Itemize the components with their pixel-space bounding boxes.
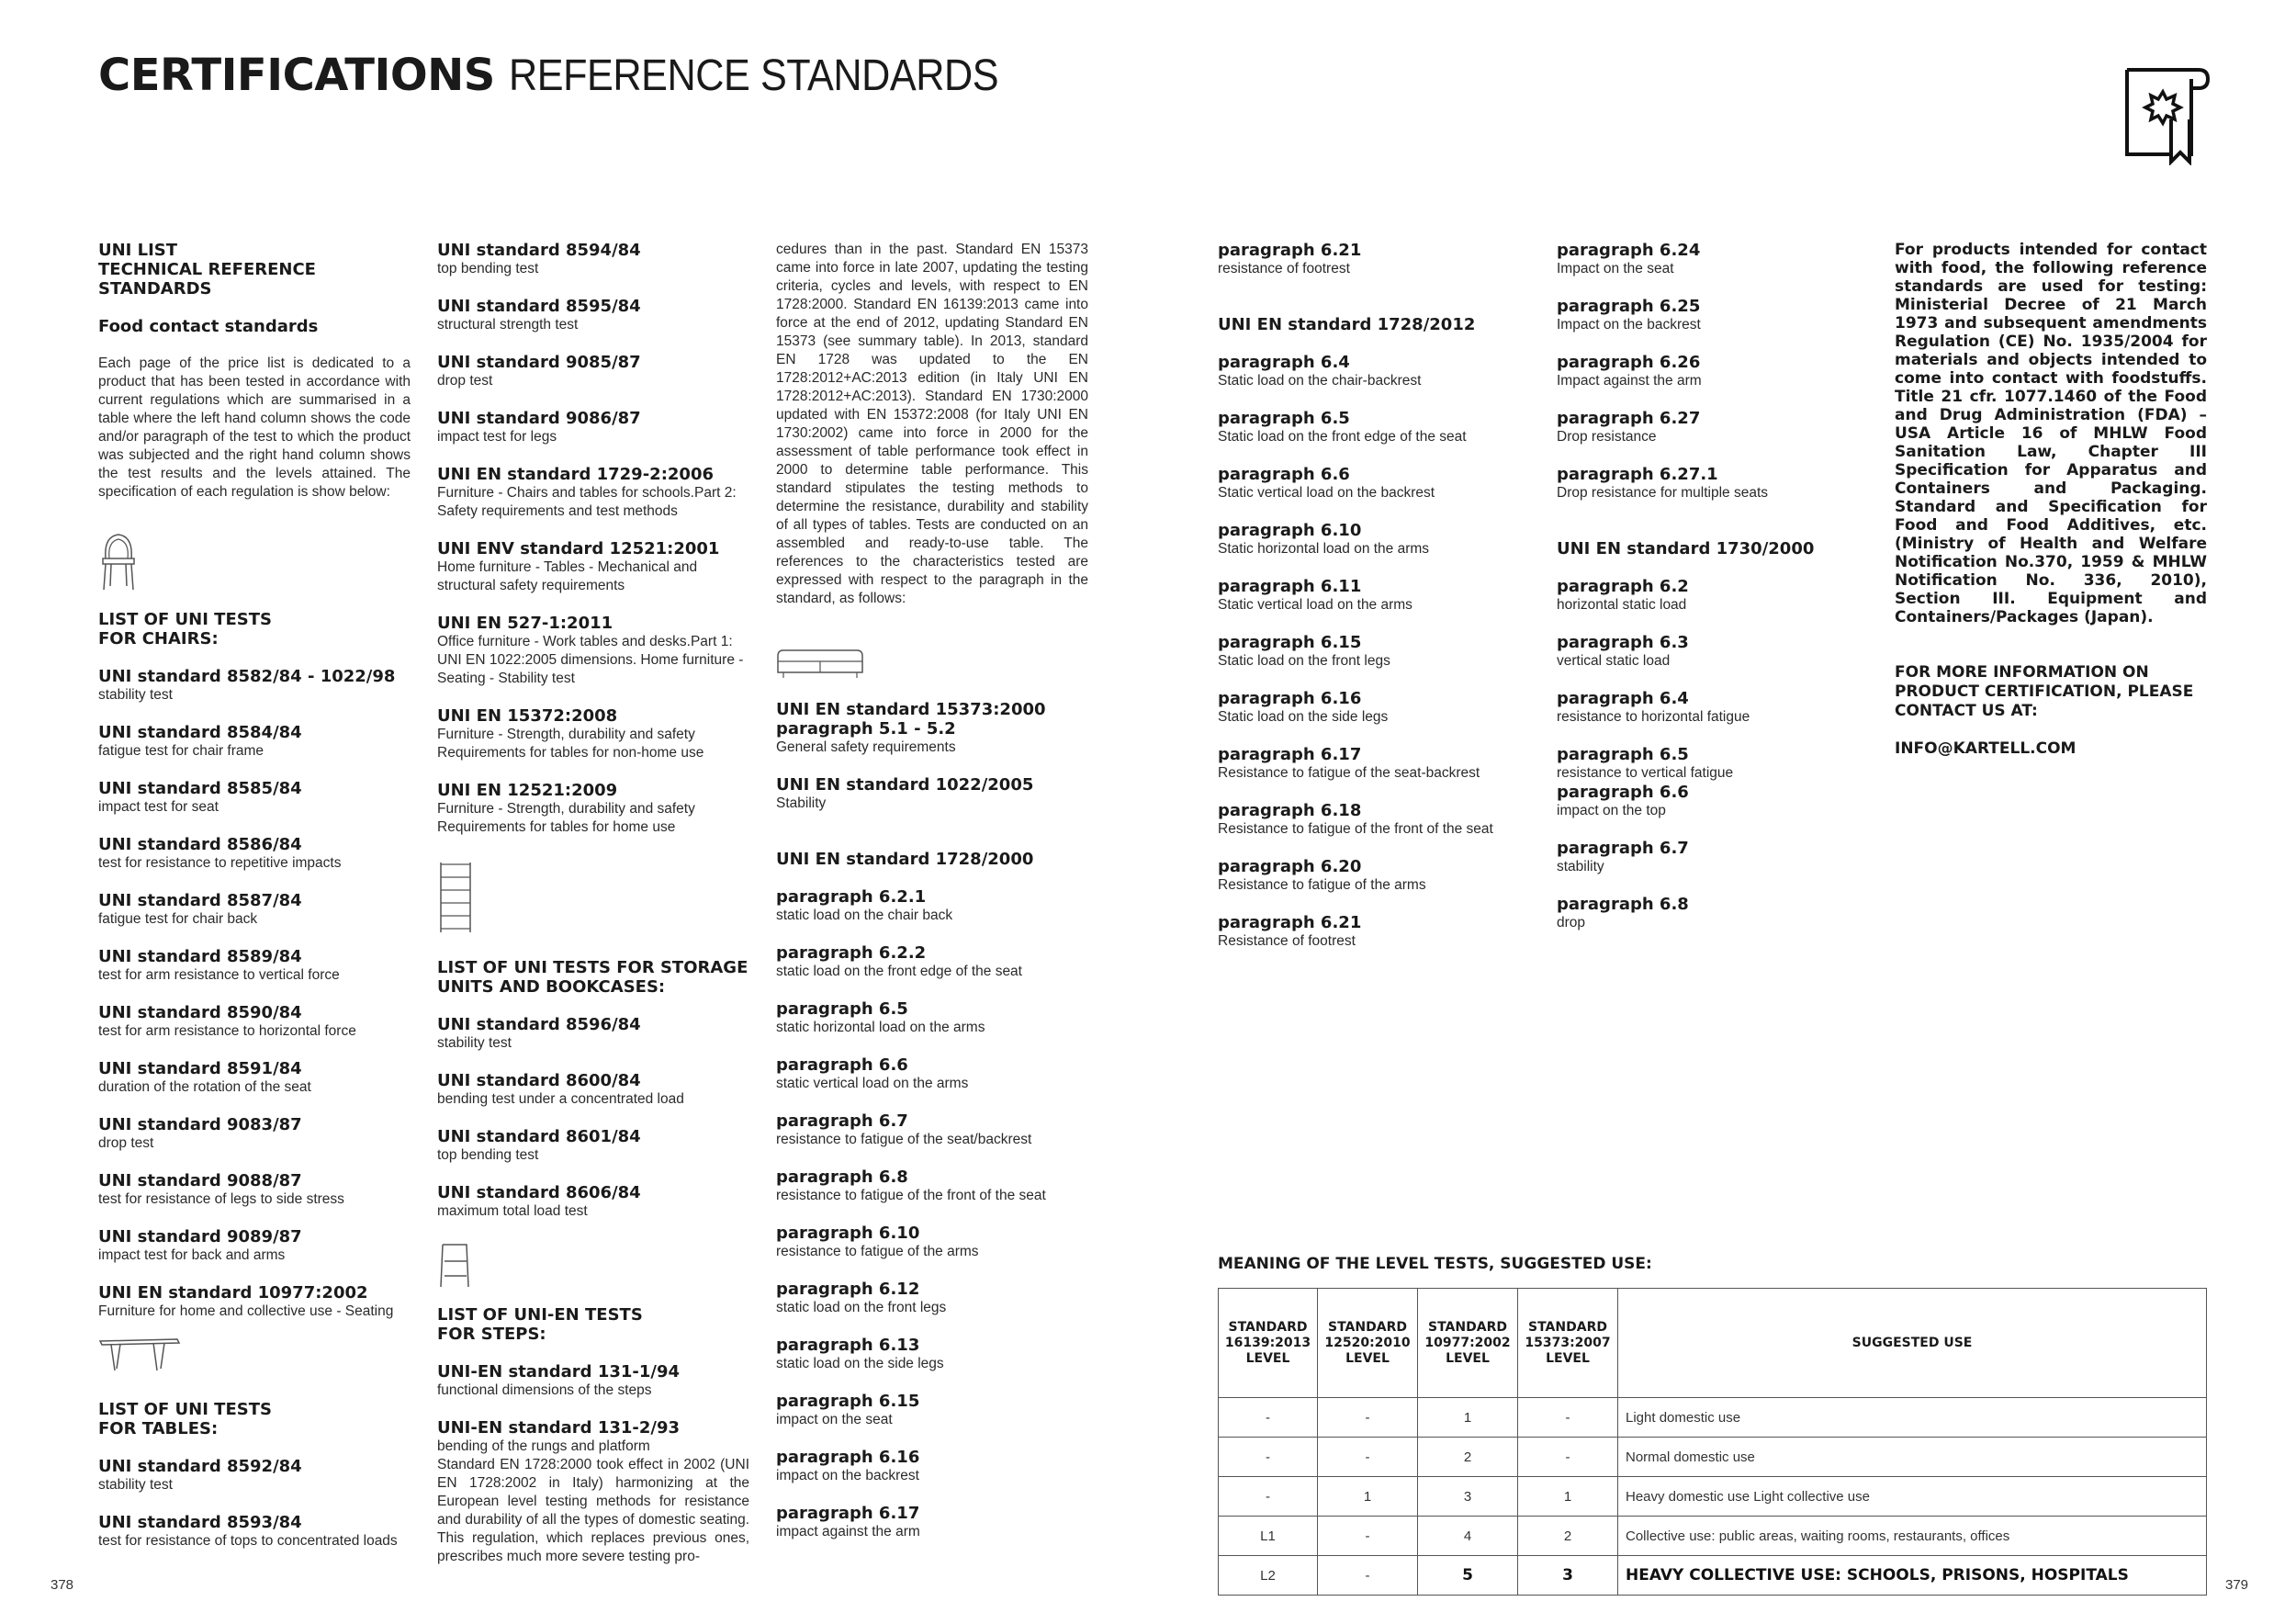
tables-heading-1: LIST OF UNI TESTS	[98, 1400, 272, 1419]
table-row: - - 1 - Light domestic use	[1219, 1398, 2207, 1438]
list-item: UNI EN 12521:2009 Furniture - Strength, durability and safety Requirements for tables for home use	[437, 781, 695, 835]
chairs-heading-1: LIST OF UNI TESTS	[98, 610, 272, 629]
chair-icon	[98, 531, 139, 592]
list-item: UNI EN standard 10977:2002 Furniture for home and collective use - Seating	[98, 1283, 394, 1319]
list-item: UNI standard 8596/84 stability test	[437, 1015, 641, 1051]
list-item: paragraph 6.6 Static vertical load on the backrest	[1218, 465, 1435, 501]
level-table	[1218, 1288, 2207, 1596]
list-item: paragraph 6.13 static load on the side legs	[776, 1336, 944, 1371]
list-item: paragraph 6.27.1 Drop resistance for multiple seats	[1557, 465, 1769, 501]
list-item: paragraph 6.16 impact on the backrest	[776, 1448, 920, 1483]
list-item: paragraph 6.8 resistance to fatigue of the front of the seat	[776, 1167, 1046, 1203]
list-item: UNI standard 8592/84 stability test	[98, 1457, 302, 1493]
list-item: UNI standard 8601/84 top bending test	[437, 1127, 641, 1163]
list-item: paragraph 6.17 Resistance to fatigue of the seat-backrest	[1218, 745, 1480, 781]
list-item: paragraph 6.2 horizontal static load	[1557, 577, 1689, 613]
more-info-line-2: PRODUCT CERTIFICATION, PLEASE	[1895, 682, 2194, 701]
header-suggested-use: SUGGESTED USE	[1618, 1289, 2207, 1398]
heading-uni-list: UNI LIST	[98, 241, 178, 260]
list-item: UNI-EN standard 131-1/94 functional dimensions of the steps	[437, 1362, 681, 1398]
list-item: paragraph 6.18 Resistance to fatigue of the front of the seat	[1218, 801, 1493, 837]
list-item: paragraph 6.10 Static horizontal load on the arms	[1218, 521, 1430, 557]
tables-heading-2: FOR TABLES:	[98, 1419, 219, 1438]
list-item: paragraph 6.15 impact on the seat	[776, 1392, 920, 1427]
header-12520: STANDARD 12520:2010 LEVEL	[1318, 1289, 1418, 1398]
std-1728-2000: UNI EN standard 1728/2000	[776, 850, 1034, 869]
list-item: paragraph 6.27 Drop resistance	[1557, 409, 1701, 445]
table-row: L2 - 5 3 HEAVY COLLECTIVE USE: SCHOOLS, PRISONS, HOSPITALS	[1219, 1556, 2207, 1596]
std-1022-desc: Stability	[776, 795, 827, 811]
list-item: paragraph 6.20 Resistance to fatigue of the arms	[1218, 857, 1426, 893]
standards-history-paragraph: cedures than in the past. Standard EN 15373 came into force in late 2007, updating the testing criteria, cycles and levels, with respect to EN 1728:2000. Standard EN 16139:2013 came into force at the end of 2012, updating Standard EN 15373 (see summary table). In 2013, standard EN 1728 was updated to the EN 1728:2012+AC:2013 edition (in Italy UNI EN 1728:2012+AC:2013). Standard EN 1730:2000 updated with EN 15372:2008 (for Italy UNI EN 1730:2002) came into force in 2000 for the assessment of table performance took effect in 2000 to determine table performance. This standard stipulates the testing methods to determine the resistance, durability and stability of all types of tables. Tests are conducted on an assembled and ready-to-use table. The references to the characteristics tested are expressed with respect to the paragraph in the standard, as follows:	[776, 242, 1088, 606]
list-item: UNI EN 15372:2008 Furniture - Strength, durability and safety Requirements for tables for non-home use	[437, 706, 704, 761]
list-item: paragraph 6.21 Resistance of footrest	[1218, 913, 1362, 949]
storage-heading-1: LIST OF UNI TESTS FOR STORAGE	[437, 958, 748, 977]
list-item: paragraph 6.7 stability	[1557, 839, 1689, 874]
level-table-title: MEANING OF THE LEVEL TESTS, SUGGESTED USE:	[1218, 1255, 1652, 1273]
table-row: - - 2 - Normal domestic use	[1219, 1438, 2207, 1477]
header-15373: STANDARD 15373:2007 LEVEL	[1518, 1289, 1618, 1398]
list-item: UNI EN standard 1729-2:2006 Furniture - Chairs and tables for schools.Part 2: Safety requirements and test methods	[437, 465, 737, 519]
list-item: paragraph 6.11 Static vertical load on the arms	[1218, 577, 1412, 613]
list-item: UNI standard 9086/87 impact test for legs	[437, 409, 641, 445]
list-item: UNI standard 8595/84 structural strength test	[437, 297, 641, 333]
list-item: UNI standard 8591/84 duration of the rotation of the seat	[98, 1059, 311, 1095]
bookcase-icon	[437, 861, 474, 934]
list-item: UNI standard 9088/87 test for resistance of legs to side stress	[98, 1171, 344, 1207]
page-number-right: 379	[2225, 1577, 2249, 1593]
list-item: UNI standard 8590/84 test for arm resistance to horizontal force	[98, 1003, 356, 1039]
list-item: paragraph 6.7 resistance to fatigue of the seat/backrest	[776, 1111, 1032, 1147]
heading-technical: TECHNICAL REFERENCE STANDARDS	[98, 260, 316, 299]
list-item: paragraph 6.6 impact on the top	[1557, 783, 1689, 818]
list-item: UNI standard 8593/84 test for resistance of tops to concentrated loads	[98, 1513, 398, 1549]
column-5	[1557, 241, 1878, 951]
list-item: UNI standard 8585/84 impact test for seat	[98, 779, 302, 815]
table-row: L1 - 4 2 Collective use: public areas, waiting rooms, restaurants, offices	[1219, 1517, 2207, 1556]
intro-paragraph: Each page of the price list is dedicated to a product that has been tested in accordance with current regulations which are summarised in a table where the left hand column shows the code and/or paragraph of the test to which the product was subjected and the right hand column shows the test results and the levels attained. The specification of each regulation is show below:	[98, 355, 411, 500]
list-item: paragraph 6.12 static load on the front legs	[776, 1280, 947, 1315]
header-10977: STANDARD 10977:2002 LEVEL	[1418, 1289, 1518, 1398]
column-1	[98, 241, 411, 1569]
list-item: paragraph 6.6 static vertical load on the arms	[776, 1055, 969, 1091]
title-bold: CERTIFICATIONS	[98, 50, 495, 101]
certificate-icon	[2120, 64, 2212, 165]
list-item: paragraph 6.5 static horizontal load on the arms	[776, 999, 985, 1035]
std-1022: UNI EN standard 1022/2005	[776, 775, 1034, 795]
para-51-desc: General safety requirements	[776, 739, 956, 755]
list-item: UNI standard 8584/84 fatigue test for chair frame	[98, 723, 302, 759]
sofa-icon	[776, 648, 864, 680]
column-6	[1895, 241, 2207, 759]
list-item: paragraph 6.17 impact against the arm	[776, 1504, 920, 1539]
list-item: UNI standard 8587/84 fatigue test for chair back	[98, 891, 302, 927]
food-contact-paragraph: For products intended for contact with food, the following reference standards are used for testing: Ministerial Decree of 21 March 1973 and subsequent amendments Regulation (CE) No. 1935/2004 for materials and objects intended to come into contact with foodstuffs. Title 21 cfr. 1077.1460 of the Food and Drug Administration (FDA) – USA Article 16 of MHLW Food Sanitation Law, Chapter III Specification for Apparatus and Containers and Packaging. Standard and Specification for Food and Food Additives, etc. (Ministry of Health and Welfare Notification No.370, 1959 & MHLW Notification No. 336, 2010), Section III. Equipment and Containers/Packages (Japan).	[1895, 241, 2207, 626]
steps-heading-1: LIST OF UNI-EN TESTS	[437, 1305, 643, 1325]
page-number-left: 378	[51, 1577, 74, 1593]
list-item: UNI standard 8586/84 test for resistance to repetitive impacts	[98, 835, 342, 871]
header-16139: STANDARD 16139:2013 LEVEL	[1219, 1289, 1318, 1398]
list-item: paragraph 6.2.1 static load on the chair back	[776, 887, 953, 923]
list-item: paragraph 6.21 resistance of footrest	[1218, 241, 1362, 276]
list-item: paragraph 6.3 vertical static load	[1557, 633, 1689, 669]
column-3	[776, 241, 1088, 1560]
list-item: paragraph 6.4 Static load on the chair-backrest	[1218, 353, 1422, 389]
heading-food-contact: Food contact standards	[98, 317, 319, 336]
list-item: UNI standard 8600/84 bending test under a concentrated load	[437, 1071, 684, 1107]
list-item: UNI ENV standard 12521:2001 Home furniture - Tables - Mechanical and structural safety requirements	[437, 539, 720, 593]
list-item: paragraph 6.10 resistance to fatigue of the arms	[776, 1224, 979, 1259]
list-item: UNI standard 8606/84 maximum total load test	[437, 1183, 641, 1219]
chairs-heading-2: FOR CHAIRS:	[98, 629, 219, 648]
para-51: paragraph 5.1 - 5.2	[776, 719, 956, 739]
column-2	[437, 241, 749, 1566]
list-item: paragraph 6.15 Static load on the front legs	[1218, 633, 1390, 669]
list-item: paragraph 6.5 Static load on the front edge of the seat	[1218, 409, 1467, 445]
list-item: UNI standard 9085/87 drop test	[437, 353, 641, 389]
list-item: UNI standard 9083/87 drop test	[98, 1115, 302, 1151]
std-15373: UNI EN standard 15373:2000	[776, 700, 1046, 719]
std-1728-2012: UNI EN standard 1728/2012	[1218, 315, 1476, 334]
list-item: paragraph 6.16 Static load on the side legs	[1218, 689, 1389, 725]
table-header-row	[1219, 1289, 2207, 1398]
title-light: REFERENCE STANDARDS	[508, 51, 998, 100]
list-item: UNI-EN standard 131-2/93 bending of the rungs and platform	[437, 1418, 681, 1454]
list-item: UNI standard 9089/87 impact test for back and arms	[98, 1227, 302, 1263]
list-item: paragraph 6.4 resistance to horizontal fatigue	[1557, 689, 1750, 725]
list-item: UNI standard 8594/84 top bending test	[437, 241, 641, 276]
en1728-paragraph: Standard EN 1728:2000 took effect in 2002 (UNI EN 1728:2002 in Italy) harmonizing at the European level testing methods for resistance and durability of all the types of domestic seating. This regulation, which replaces previous ones, prescribes much more severe testing pro-	[437, 1457, 749, 1564]
page-title	[98, 50, 1052, 101]
more-info-line-1: FOR MORE INFORMATION ON	[1895, 663, 2149, 682]
column-4	[1218, 241, 1539, 969]
list-item: UNI EN 527-1:2011 Office furniture - Work tables and desks.Part 1: UNI EN 1022:2005 dimensions. Home furniture - Seating - Stability test	[437, 614, 744, 686]
list-item: paragraph 6.26 Impact against the arm	[1557, 353, 1702, 389]
list-item: paragraph 6.2.2 static load on the front edge of the seat	[776, 943, 1022, 979]
list-item: UNI standard 8582/84 - 1022/98 stability test	[98, 667, 396, 703]
list-item: paragraph 6.5 resistance to vertical fatigue	[1557, 745, 1734, 781]
storage-heading-2: UNITS AND BOOKCASES:	[437, 977, 666, 997]
list-item: paragraph 6.8 drop	[1557, 895, 1689, 930]
table-icon	[98, 1336, 181, 1372]
list-item: UNI standard 8589/84 test for arm resistance to vertical force	[98, 947, 340, 983]
more-info-line-3: CONTACT US AT:	[1895, 702, 2038, 720]
table-row: - 1 3 1 Heavy domestic use Light collective use	[1219, 1477, 2207, 1517]
contact-email[interactable]: INFO@KARTELL.COM	[1895, 739, 2077, 758]
list-item: paragraph 6.25 Impact on the backrest	[1557, 297, 1701, 333]
steps-heading-2: FOR STEPS:	[437, 1325, 546, 1344]
list-item: paragraph 6.24 Impact on the seat	[1557, 241, 1701, 276]
step-stool-icon	[437, 1241, 474, 1289]
std-1730: UNI EN standard 1730/2000	[1557, 539, 1815, 558]
